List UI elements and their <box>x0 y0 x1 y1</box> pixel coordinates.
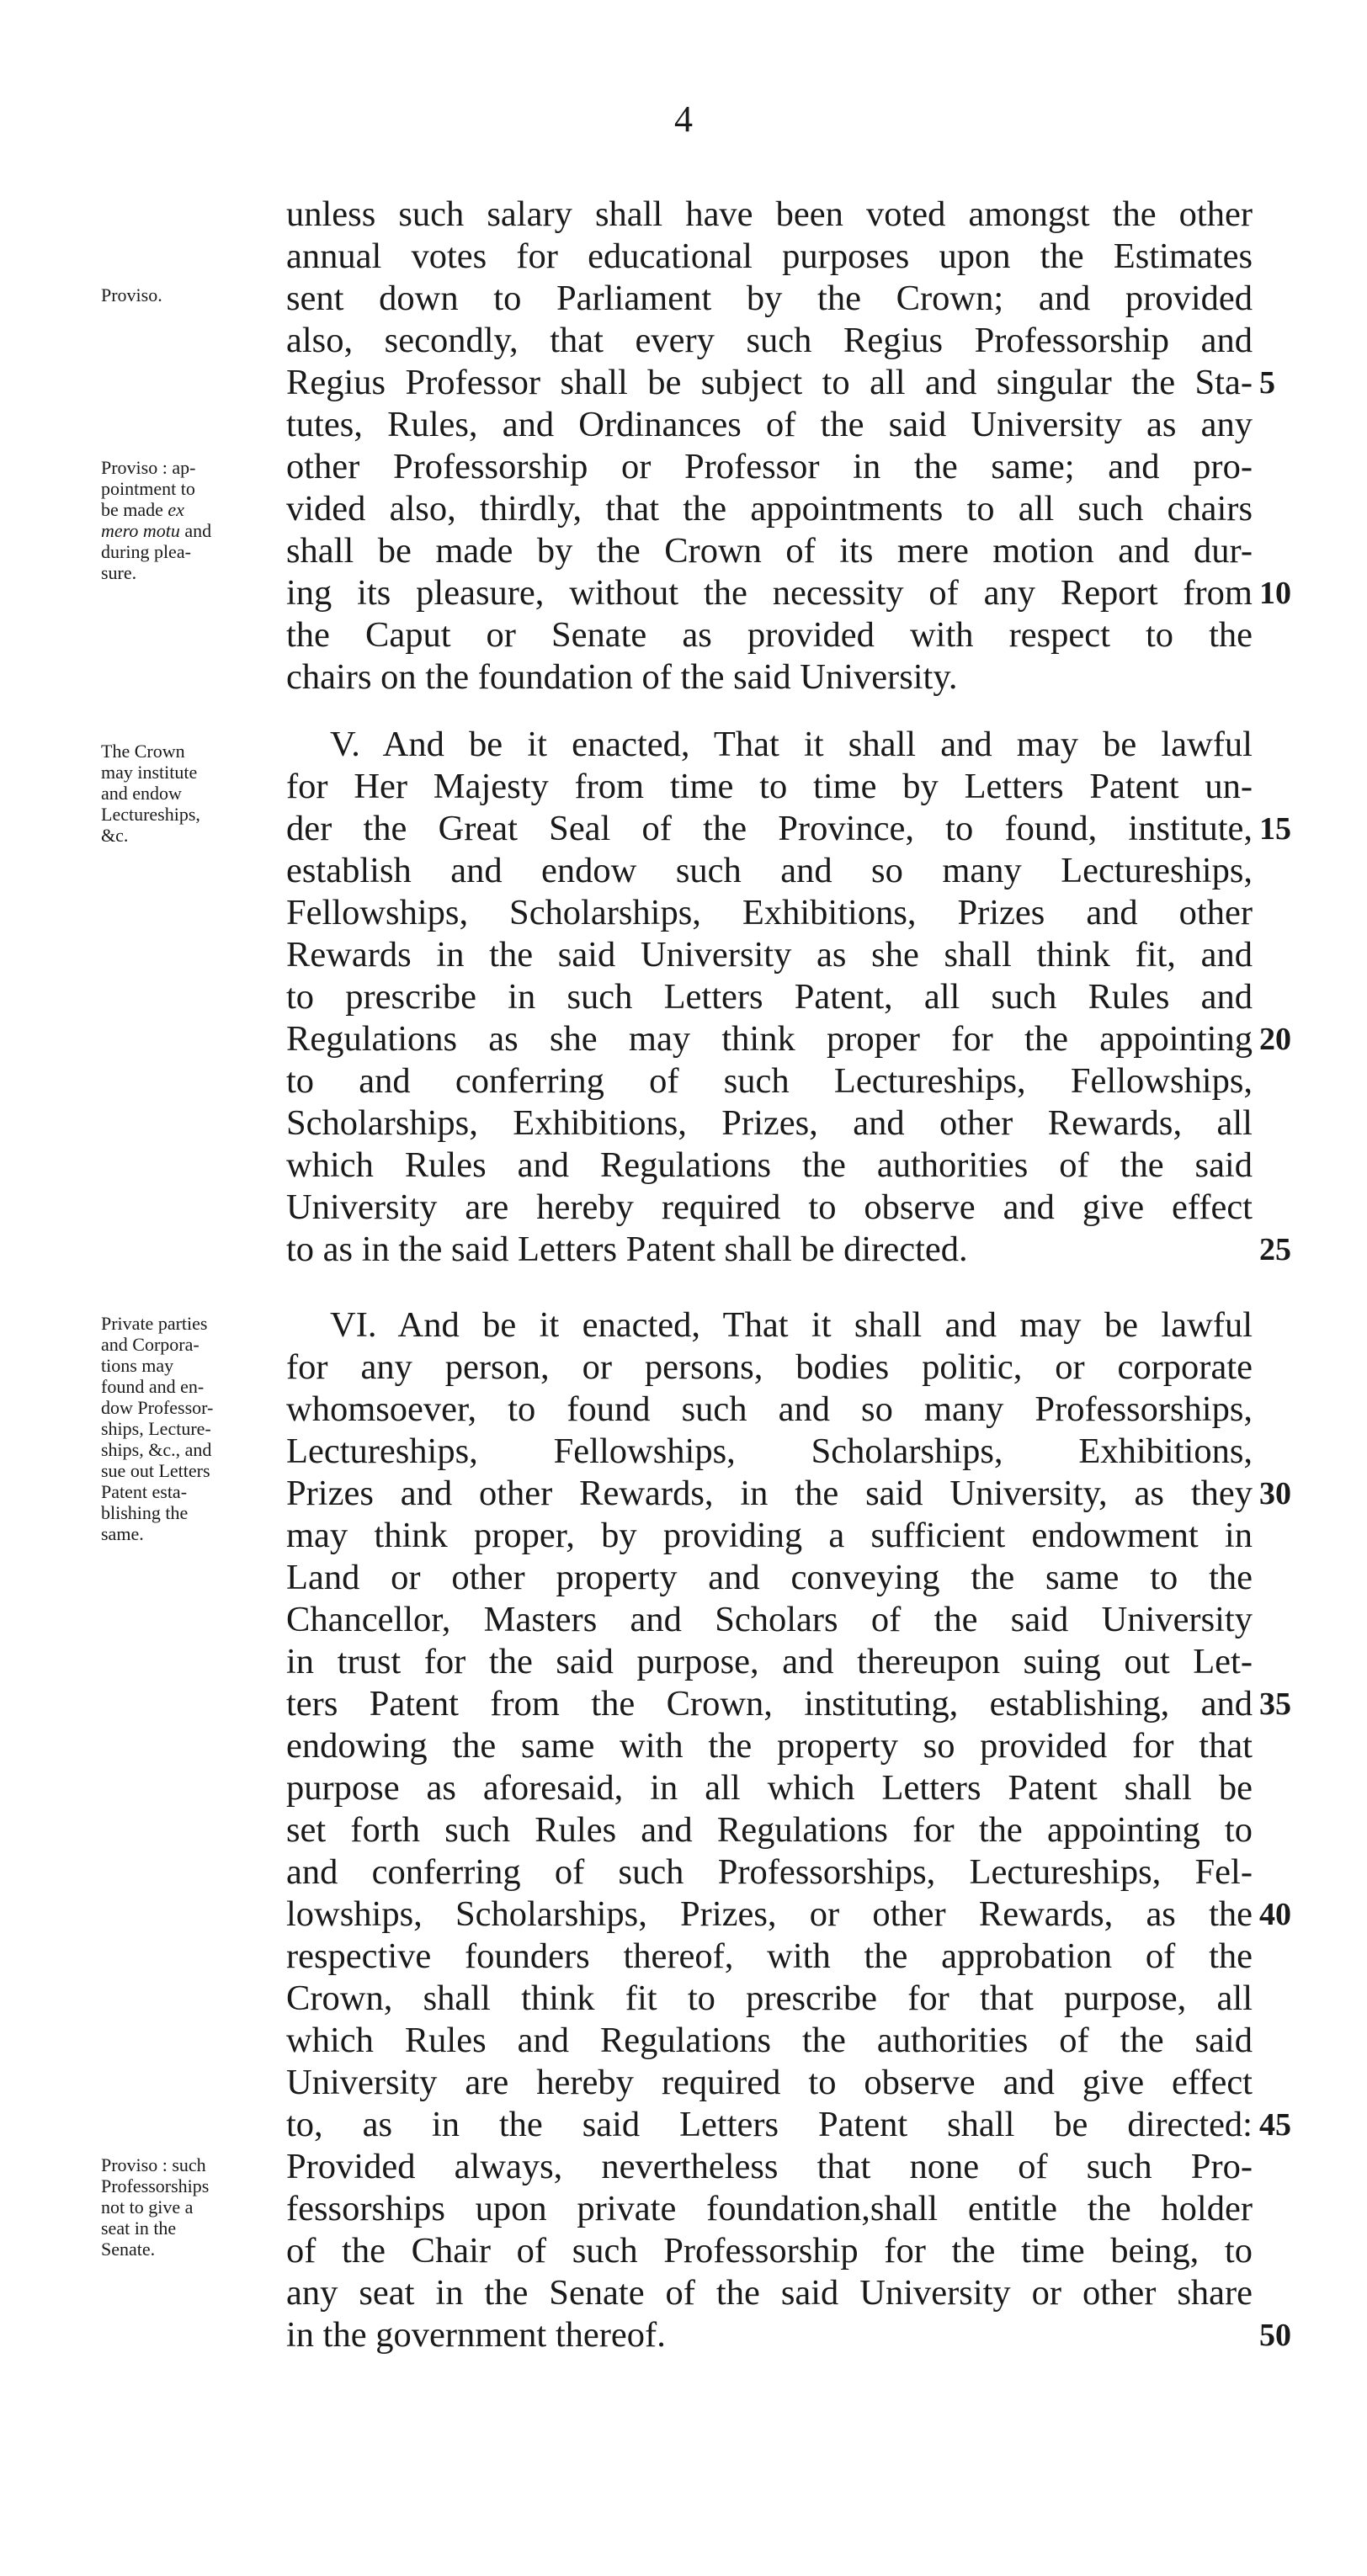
text-line: Chancellor, Masters and Scholars of the said University <box>286 1600 1253 1639</box>
text-line: shall be made by the Crown of its mere motion and dur- <box>286 531 1253 571</box>
side-note-line: and endow <box>101 783 182 804</box>
side-note-line: The Crown <box>101 741 185 762</box>
text-line: Lectureships, Fellowships, Scholarships, Exhibitions, <box>286 1431 1253 1471</box>
text-line: in the government thereof. <box>286 2315 666 2355</box>
line-number: 20 <box>1259 1022 1291 1057</box>
text-line: to and conferring of such Lectureships, Fellowships, <box>286 1061 1253 1101</box>
side-note-line: Proviso. <box>101 284 162 305</box>
side-note-line: found and en- <box>101 1376 205 1397</box>
side-note-proviso <box>101 284 278 305</box>
text-line: lowships, Scholarships, Prizes, or other Rewards, as the <box>286 1894 1253 1934</box>
text-line: in trust for the said purpose, and thereupon suing out Let- <box>286 1642 1253 1681</box>
text-line: Crown, shall think fit to prescribe for that purpose, all <box>286 1978 1253 2018</box>
side-note-line: Proviso : ap- <box>101 457 196 478</box>
text-line: may think proper, by providing a sufficient endowment in <box>286 1516 1253 1555</box>
text-line: purpose as aforesaid, in all which Letters Patent shall be <box>286 1768 1253 1808</box>
text-line: which Rules and Regulations the authorities of the said <box>286 2021 1253 2060</box>
side-note-proviso-senate <box>101 2154 278 2260</box>
line-number: 25 <box>1259 1232 1291 1267</box>
text-line: to prescribe in such Letters Patent, all such Rules and <box>286 977 1253 1017</box>
text-line: and conferring of such Professorships, Lectureships, Fel- <box>286 1852 1253 1892</box>
line-number: 35 <box>1259 1686 1291 1722</box>
text-line: which Rules and Regulations the authorities of the said <box>286 1145 1253 1185</box>
text-line: to as in the said Letters Patent shall be directed. <box>286 1230 968 1269</box>
paragraph-continuation <box>286 194 1253 698</box>
side-note-line: tions may <box>101 1355 174 1376</box>
text-line: establish and endow such and so many Lectureships, <box>286 851 1253 890</box>
text-line: annual votes for educational purposes upon the Estimates <box>286 236 1253 276</box>
text-line: V. And be it enacted, That it shall and may be lawful <box>330 725 1253 764</box>
section-vi <box>286 1304 1253 2356</box>
side-note-line: pointment to <box>101 478 195 499</box>
side-note-line: be made ex <box>101 499 184 520</box>
text-line: ters Patent from the Crown, instituting, establishing, and <box>286 1684 1253 1724</box>
text-line: whomsoever, to found such and so many Professorships, <box>286 1389 1253 1429</box>
text-line: set forth such Rules and Regulations for the appointing to <box>286 1810 1253 1850</box>
side-note-crown-lectureships <box>101 741 278 846</box>
text-line: other Professorship or Professor in the same; and pro- <box>286 447 1253 486</box>
side-note-line: Proviso : such <box>101 2154 206 2175</box>
side-note-line: blishing the <box>101 1502 189 1523</box>
text-line: University are hereby required to observe and give effect <box>286 2063 1253 2102</box>
side-note-line: Professorships <box>101 2175 210 2196</box>
text-line: chairs on the foundation of the said University. <box>286 657 958 697</box>
text-line: endowing the same with the property so provided for that <box>286 1726 1253 1766</box>
side-note-line: and Corpora- <box>101 1334 199 1355</box>
line-number: 15 <box>1259 811 1291 847</box>
line-number: 50 <box>1259 2318 1291 2353</box>
side-note-line: sure. <box>101 562 137 583</box>
line-number: 5 <box>1259 365 1275 401</box>
text-line: Regius Professor shall be subject to all and singular the Sta- <box>286 363 1253 402</box>
page-number: 4 <box>674 98 693 140</box>
line-number: 10 <box>1259 576 1291 611</box>
side-note-line: during plea- <box>101 541 191 562</box>
side-note-line: ships, &c., and <box>101 1439 212 1460</box>
text-line: the Caput or Senate as provided with respect to the <box>286 615 1253 655</box>
side-note-line: Patent esta- <box>101 1481 188 1502</box>
side-note-line: same. <box>101 1523 144 1544</box>
text-line: fessorships upon private foundation,shall entitle the holder <box>286 2189 1253 2228</box>
text-line: tutes, Rules, and Ordinances of the said University as any <box>286 405 1253 444</box>
side-note-line: ships, Lecture- <box>101 1418 211 1439</box>
text-line: Scholarships, Exhibitions, Prizes, and other Rewards, all <box>286 1103 1253 1143</box>
text-line: Rewards in the said University as she shall think fit, and <box>286 935 1253 975</box>
line-number: 45 <box>1259 2107 1291 2143</box>
text-line: unless such salary shall have been voted amongst the other <box>286 194 1253 234</box>
side-note-line: may institute <box>101 762 198 783</box>
text-line: University are hereby required to observe and give effect <box>286 1187 1253 1227</box>
text-line: any seat in the Senate of the said University or other share <box>286 2273 1253 2313</box>
side-note-proviso-appointment <box>101 457 278 583</box>
text-line: also, secondly, that every such Regius Professorship and <box>286 321 1253 360</box>
side-note-line: not to give a <box>101 2196 194 2217</box>
text-line: Fellowships, Scholarships, Exhibitions, Prizes and other <box>286 893 1253 932</box>
text-line: respective founders thereof, with the approbation of the <box>286 1936 1253 1976</box>
side-note-private-parties <box>101 1313 278 1544</box>
text-line: Prizes and other Rewards, in the said University, as they <box>286 1474 1253 1513</box>
text-line: Provided always, nevertheless that none of such Pro- <box>286 2147 1253 2186</box>
text-line: for any person, or persons, bodies politic, or corporate <box>286 1347 1253 1387</box>
side-note-line: Lectureships, <box>101 804 200 825</box>
text-line: for Her Majesty from time to time by Letters Patent un- <box>286 767 1253 806</box>
side-note-line: sue out Letters <box>101 1460 210 1481</box>
line-number: 30 <box>1259 1476 1291 1511</box>
side-note-line: &c. <box>101 825 129 846</box>
section-v <box>286 724 1253 1271</box>
side-note-line: dow Professor- <box>101 1397 214 1418</box>
text-line: der the Great Seal of the Province, to found, institute, <box>286 809 1253 848</box>
text-line: to, as in the said Letters Patent shall be directed: <box>286 2105 1253 2144</box>
side-note-line: Senate. <box>101 2239 156 2260</box>
text-line: ing its pleasure, without the necessity of any Report from <box>286 573 1253 613</box>
text-line: of the Chair of such Professorship for the time being, to <box>286 2231 1253 2271</box>
text-line: vided also, thirdly, that the appointments to all such chairs <box>286 489 1253 528</box>
text-line: sent down to Parliament by the Crown; and provided <box>286 279 1253 318</box>
side-note-line: Private parties <box>101 1313 208 1334</box>
side-note-line: seat in the <box>101 2217 177 2239</box>
line-number: 40 <box>1259 1897 1291 1932</box>
text-line: VI. And be it enacted, That it shall and may be lawful <box>330 1305 1253 1345</box>
text-line: Regulations as she may think proper for the appointing <box>286 1019 1253 1059</box>
side-note-line <box>101 499 278 520</box>
side-note-line: mero motu and <box>101 520 212 541</box>
text-line: Land or other property and conveying the same to the <box>286 1558 1253 1597</box>
